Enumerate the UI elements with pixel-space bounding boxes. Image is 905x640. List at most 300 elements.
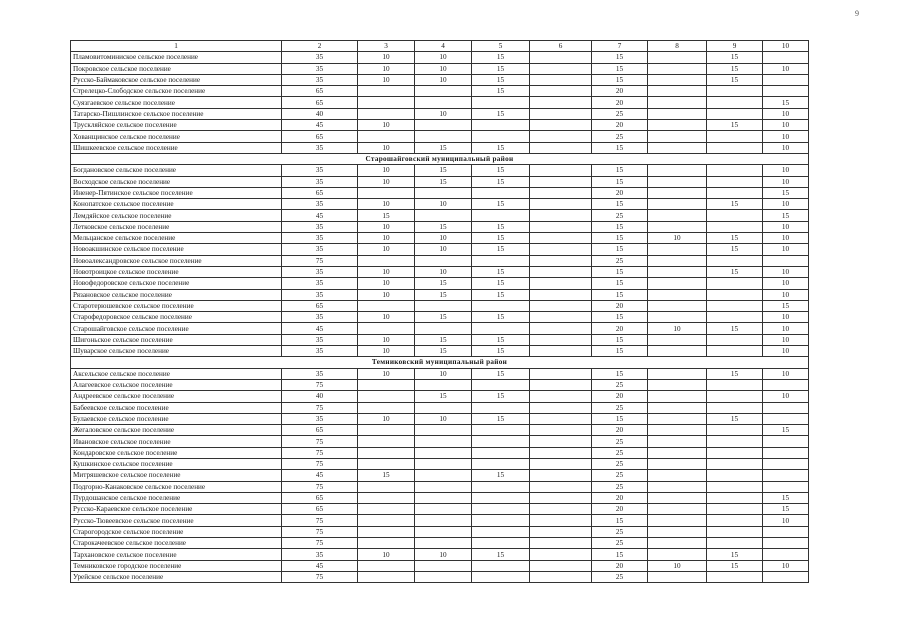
value-cell [530,86,592,97]
table-body [71,41,809,583]
settlement-name: Конопатское сельское поселение [71,199,282,210]
value-cell [472,504,530,515]
value-cell [707,255,763,266]
value-cell [707,492,763,503]
value-cell [530,210,592,221]
value-cell [763,255,809,266]
value-cell [415,210,472,221]
value-cell: 35 [282,142,358,153]
value-cell [763,526,809,537]
value-cell: 15 [592,413,648,424]
value-cell [358,97,415,108]
value-cell [707,165,763,176]
value-cell [530,346,592,357]
value-cell [358,526,415,537]
value-cell: 75 [282,379,358,390]
value-cell [648,244,707,255]
value-cell [763,436,809,447]
column-number: 8 [648,41,707,52]
settlement-name: Русско-Караевское сельское поселение [71,504,282,515]
value-cell [763,402,809,413]
value-cell: 75 [282,402,358,413]
value-cell [530,255,592,266]
value-cell [648,176,707,187]
value-cell [530,504,592,515]
value-cell: 15 [592,52,648,63]
settlement-name: Хованщинское сельское поселение [71,131,282,142]
value-cell [707,312,763,323]
value-cell [472,526,530,537]
value-cell: 75 [282,515,358,526]
value-cell: 15 [707,63,763,74]
value-cell [472,120,530,131]
settlement-name: Новофедоровское сельское поселение [71,278,282,289]
value-cell: 75 [282,526,358,537]
value-cell [530,233,592,244]
value-cell: 15 [707,368,763,379]
value-cell: 15 [472,176,530,187]
value-cell: 15 [707,560,763,571]
value-cell [530,425,592,436]
value-cell: 15 [707,266,763,277]
value-cell: 15 [592,233,648,244]
value-cell [472,131,530,142]
value-cell [707,97,763,108]
value-cell [530,481,592,492]
table-row [71,334,809,345]
settlement-name: Алагеевское сельское поселение [71,379,282,390]
settlement-name: Андреевское сельское поселение [71,391,282,402]
value-cell [707,436,763,447]
value-cell: 10 [415,108,472,119]
value-cell: 10 [415,52,472,63]
value-cell [530,199,592,210]
value-cell [763,86,809,97]
value-cell: 20 [592,425,648,436]
value-cell [358,436,415,447]
value-cell [530,278,592,289]
value-cell: 10 [763,131,809,142]
value-cell: 35 [282,346,358,357]
value-cell: 45 [282,470,358,481]
value-cell [530,165,592,176]
value-cell [530,334,592,345]
value-cell [415,436,472,447]
value-cell [648,538,707,549]
value-cell [707,142,763,153]
value-cell [707,176,763,187]
value-cell: 10 [763,199,809,210]
value-cell: 45 [282,323,358,334]
value-cell: 20 [592,391,648,402]
value-cell [648,571,707,582]
value-cell: 15 [592,74,648,85]
value-cell: 10 [763,108,809,119]
value-cell: 10 [415,63,472,74]
value-cell [707,458,763,469]
value-cell [472,187,530,198]
value-cell [648,379,707,390]
settlement-name: Старотерюшевское сельское поселение [71,300,282,311]
value-cell [415,97,472,108]
value-cell [358,504,415,515]
value-cell: 10 [358,413,415,424]
table-row [71,312,809,323]
table-row [71,52,809,63]
value-cell: 10 [763,278,809,289]
value-cell [707,402,763,413]
value-cell [707,515,763,526]
table-row [71,504,809,515]
value-cell [648,63,707,74]
value-cell [358,538,415,549]
value-cell: 10 [358,549,415,560]
value-cell: 10 [358,52,415,63]
value-cell: 10 [763,312,809,323]
value-cell: 10 [358,165,415,176]
value-cell: 10 [763,120,809,131]
value-cell: 15 [592,266,648,277]
column-number: 7 [592,41,648,52]
value-cell [707,187,763,198]
value-cell [648,447,707,458]
value-cell: 10 [358,176,415,187]
value-cell: 10 [358,244,415,255]
value-cell: 15 [763,300,809,311]
table-row [71,470,809,481]
value-cell: 10 [415,413,472,424]
table-row [71,436,809,447]
value-cell [530,52,592,63]
value-cell: 10 [763,221,809,232]
value-cell [530,131,592,142]
table-row [71,108,809,119]
page-number: 9 [855,9,859,18]
settlement-name: Шигоньское сельское поселение [71,334,282,345]
column-number: 10 [763,41,809,52]
value-cell [530,470,592,481]
value-cell [415,402,472,413]
value-cell: 20 [592,504,648,515]
value-cell: 10 [763,142,809,153]
value-cell: 15 [592,63,648,74]
value-cell [472,210,530,221]
settlement-name: Булаевское сельское поселение [71,413,282,424]
value-cell [530,142,592,153]
value-cell: 15 [707,413,763,424]
value-cell [707,131,763,142]
settlement-name: Жегаловское сельское поселение [71,425,282,436]
value-cell [530,74,592,85]
value-cell: 75 [282,571,358,582]
value-cell [530,526,592,537]
table-row [71,515,809,526]
value-cell: 40 [282,108,358,119]
value-cell [530,515,592,526]
value-cell [530,391,592,402]
value-cell [415,379,472,390]
value-cell: 20 [592,300,648,311]
value-cell: 15 [472,289,530,300]
value-cell [763,538,809,549]
value-cell [472,481,530,492]
value-cell [472,458,530,469]
table-row [71,538,809,549]
value-cell [358,560,415,571]
value-cell: 10 [415,549,472,560]
value-cell: 15 [415,278,472,289]
value-cell [707,221,763,232]
value-cell [358,108,415,119]
value-cell [358,402,415,413]
table-row [71,120,809,131]
value-cell: 10 [358,312,415,323]
value-cell: 35 [282,368,358,379]
table-row [71,391,809,402]
value-cell [415,571,472,582]
value-cell: 20 [592,86,648,97]
value-cell: 35 [282,233,358,244]
value-cell [763,549,809,560]
value-cell [707,391,763,402]
value-cell [472,300,530,311]
value-cell: 10 [358,289,415,300]
value-cell: 65 [282,300,358,311]
settlement-name: Стрелецко-Слободское сельское поселение [71,86,282,97]
value-cell [472,492,530,503]
value-cell [415,458,472,469]
table-row [71,425,809,436]
value-cell: 10 [415,74,472,85]
value-cell: 35 [282,312,358,323]
value-cell: 15 [592,289,648,300]
value-cell [648,120,707,131]
table-row [71,289,809,300]
value-cell: 15 [472,142,530,153]
value-cell [530,492,592,503]
value-cell: 10 [358,142,415,153]
value-cell: 65 [282,492,358,503]
table-row [71,526,809,537]
value-cell [648,346,707,357]
value-cell: 25 [592,481,648,492]
value-cell [648,142,707,153]
value-cell: 25 [592,131,648,142]
value-cell [472,560,530,571]
table-row [71,233,809,244]
value-cell [472,538,530,549]
value-cell: 10 [763,560,809,571]
value-cell [358,86,415,97]
value-cell [530,97,592,108]
value-cell [530,266,592,277]
value-cell: 35 [282,221,358,232]
value-cell: 75 [282,436,358,447]
value-cell: 35 [282,176,358,187]
value-cell [415,425,472,436]
value-cell: 10 [415,244,472,255]
value-cell: 15 [763,504,809,515]
value-cell [415,300,472,311]
value-cell: 10 [763,266,809,277]
value-cell: 20 [592,323,648,334]
value-cell: 10 [763,323,809,334]
value-cell: 15 [592,244,648,255]
value-cell: 10 [358,199,415,210]
value-cell: 15 [472,549,530,560]
settlement-name: Бабеевское сельское поселение [71,402,282,413]
value-cell: 15 [415,142,472,153]
settlement-name: Летковское сельское поселение [71,221,282,232]
value-cell: 15 [763,425,809,436]
table-row [71,187,809,198]
value-cell [707,278,763,289]
value-cell: 15 [472,74,530,85]
value-cell: 10 [358,278,415,289]
value-cell: 15 [592,368,648,379]
value-cell [415,131,472,142]
value-cell: 15 [415,221,472,232]
value-cell [648,97,707,108]
value-cell: 10 [415,199,472,210]
column-number: 4 [415,41,472,52]
table-row [71,244,809,255]
value-cell [358,492,415,503]
value-cell [472,447,530,458]
value-cell: 15 [358,210,415,221]
value-cell [648,131,707,142]
value-cell [472,402,530,413]
settlement-name: Ивановское сельское поселение [71,436,282,447]
value-cell [415,515,472,526]
district-title: Темниковский муниципальный район [71,357,809,368]
value-cell: 25 [592,470,648,481]
value-cell [648,266,707,277]
value-cell [530,300,592,311]
value-cell: 20 [592,560,648,571]
table-row [71,549,809,560]
value-cell [648,52,707,63]
value-cell: 10 [763,515,809,526]
value-cell [530,108,592,119]
value-cell: 25 [592,526,648,537]
table-row [71,199,809,210]
settlement-name: Старогородское сельское поселение [71,526,282,537]
settlement-name: Шуварское сельское поселение [71,346,282,357]
value-cell: 35 [282,413,358,424]
value-cell [415,323,472,334]
settlement-name: Новоалександровское сельское поселение [71,255,282,266]
settlement-name: Иненер-Пятинское сельское поселение [71,187,282,198]
value-cell: 10 [358,368,415,379]
value-cell: 15 [592,221,648,232]
value-cell: 45 [282,560,358,571]
value-cell [707,504,763,515]
value-cell: 15 [415,391,472,402]
value-cell [707,447,763,458]
district-section-row [71,357,809,368]
value-cell [707,379,763,390]
value-cell: 15 [472,63,530,74]
settlement-name: Темниковское городское поселение [71,560,282,571]
value-cell: 75 [282,538,358,549]
settlement-name: Русско-Баймаковское сельское поселение [71,74,282,85]
table-row [71,560,809,571]
value-cell [358,515,415,526]
value-cell [648,300,707,311]
value-cell [358,447,415,458]
value-cell [763,458,809,469]
value-cell [707,481,763,492]
table-row [71,300,809,311]
value-cell: 15 [358,470,415,481]
value-cell: 15 [415,165,472,176]
value-cell: 75 [282,458,358,469]
settlement-name: Лемдяйское сельское поселение [71,210,282,221]
table-row [71,176,809,187]
value-cell: 20 [592,492,648,503]
value-cell [530,436,592,447]
value-cell [530,549,592,560]
value-cell [707,210,763,221]
value-cell: 15 [415,334,472,345]
district-title: Старошайговский муниципальный район [71,153,809,164]
value-cell [415,447,472,458]
value-cell: 15 [592,346,648,357]
value-cell [648,391,707,402]
value-cell: 10 [415,233,472,244]
table-row [71,402,809,413]
value-cell: 35 [282,74,358,85]
value-cell [763,74,809,85]
value-cell: 10 [763,63,809,74]
value-cell: 10 [763,368,809,379]
value-cell: 15 [707,120,763,131]
value-cell: 15 [472,368,530,379]
value-cell: 15 [763,97,809,108]
value-cell [530,458,592,469]
value-cell [648,413,707,424]
value-cell [415,526,472,537]
settlement-name: Восходское сельское поселение [71,176,282,187]
value-cell [530,413,592,424]
value-cell [707,538,763,549]
settlement-name: Кондаровское сельское поселение [71,447,282,458]
value-cell: 15 [472,278,530,289]
value-cell [358,458,415,469]
value-cell: 10 [763,346,809,357]
value-cell [648,255,707,266]
value-cell [707,300,763,311]
value-cell [530,244,592,255]
value-cell: 15 [707,244,763,255]
value-cell [530,402,592,413]
value-cell [648,470,707,481]
settlement-name: Митряшевское сельское поселение [71,470,282,481]
value-cell: 15 [472,346,530,357]
value-cell [763,571,809,582]
table-row [71,131,809,142]
value-cell: 35 [282,334,358,345]
value-cell [763,447,809,458]
value-cell: 10 [358,266,415,277]
value-cell [648,86,707,97]
settlement-name: Старокачеевское сельское поселение [71,538,282,549]
value-cell: 35 [282,52,358,63]
value-cell [707,346,763,357]
settlement-name: Урейское сельское поселение [71,571,282,582]
value-cell: 15 [472,391,530,402]
